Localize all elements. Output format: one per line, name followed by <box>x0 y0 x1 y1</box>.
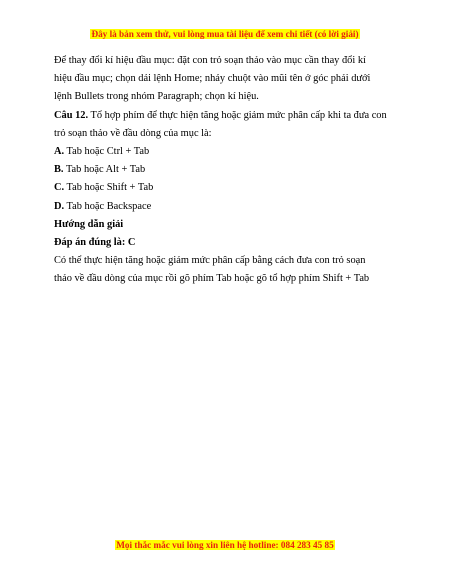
answer-line: Đáp án đúng là: C <box>54 237 136 249</box>
intro-line-3: lệnh Bullets trong nhóm Paragraph; chọn kí hiệu. <box>54 91 259 103</box>
question-line-1 <box>54 107 398 125</box>
option-c-letter: C. <box>54 182 65 194</box>
option-b-letter: B. <box>54 164 64 176</box>
option-a <box>54 143 398 161</box>
preview-banner-text: Đây là bản xem thử, vui lòng mua tài liệu để xem chi tiết (có lời giải) <box>91 29 359 39</box>
document-content <box>54 52 398 289</box>
option-d-text: Tab hoặc Backspace <box>64 200 152 212</box>
intro-line-1: Để thay đổi kí hiệu đầu mục: đặt con trỏ soạn thảo vào mục cần thay đổi kí <box>54 55 366 66</box>
option-d <box>54 198 398 216</box>
explanation-line-2: thảo về đầu dòng của mục rồi gõ phím Tab hoặc gõ tổ hợp phím Shift + Tab <box>54 273 370 285</box>
intro-line-2: hiệu đầu mục; chọn dải lệnh Home; nháy chuột vào mũi tên ở góc phải dưới <box>54 73 371 85</box>
option-c <box>54 179 398 197</box>
option-c-text: Tab hoặc Shift + Tab <box>64 182 154 194</box>
option-d-letter: D. <box>54 200 65 212</box>
option-a-text: Tab hoặc Ctrl + Tab <box>64 146 150 158</box>
question-line-2: trỏ soạn thảo về đầu dòng của mục là: <box>54 127 212 139</box>
solution-heading: Hướng dẫn giải <box>54 218 124 230</box>
question-number: Câu 12. <box>54 109 89 121</box>
hotline-banner-text: Mọi thắc mắc vui lòng xin liên hệ hotline: 084 283 45 85 <box>116 540 334 550</box>
question-text-1: Tổ hợp phím để thực hiện tăng hoặc giảm mức phân cấp khi ta đưa con <box>88 109 387 121</box>
option-a-letter: A. <box>54 146 65 158</box>
option-b-text: Tab hoặc Alt + Tab <box>63 164 146 176</box>
preview-banner <box>0 24 450 42</box>
explanation-line-1: Có thể thực hiện tăng hoặc giảm mức phân cấp bằng cách đưa con trỏ soạn <box>54 255 366 267</box>
hotline-banner <box>0 535 450 553</box>
option-b <box>54 161 398 179</box>
